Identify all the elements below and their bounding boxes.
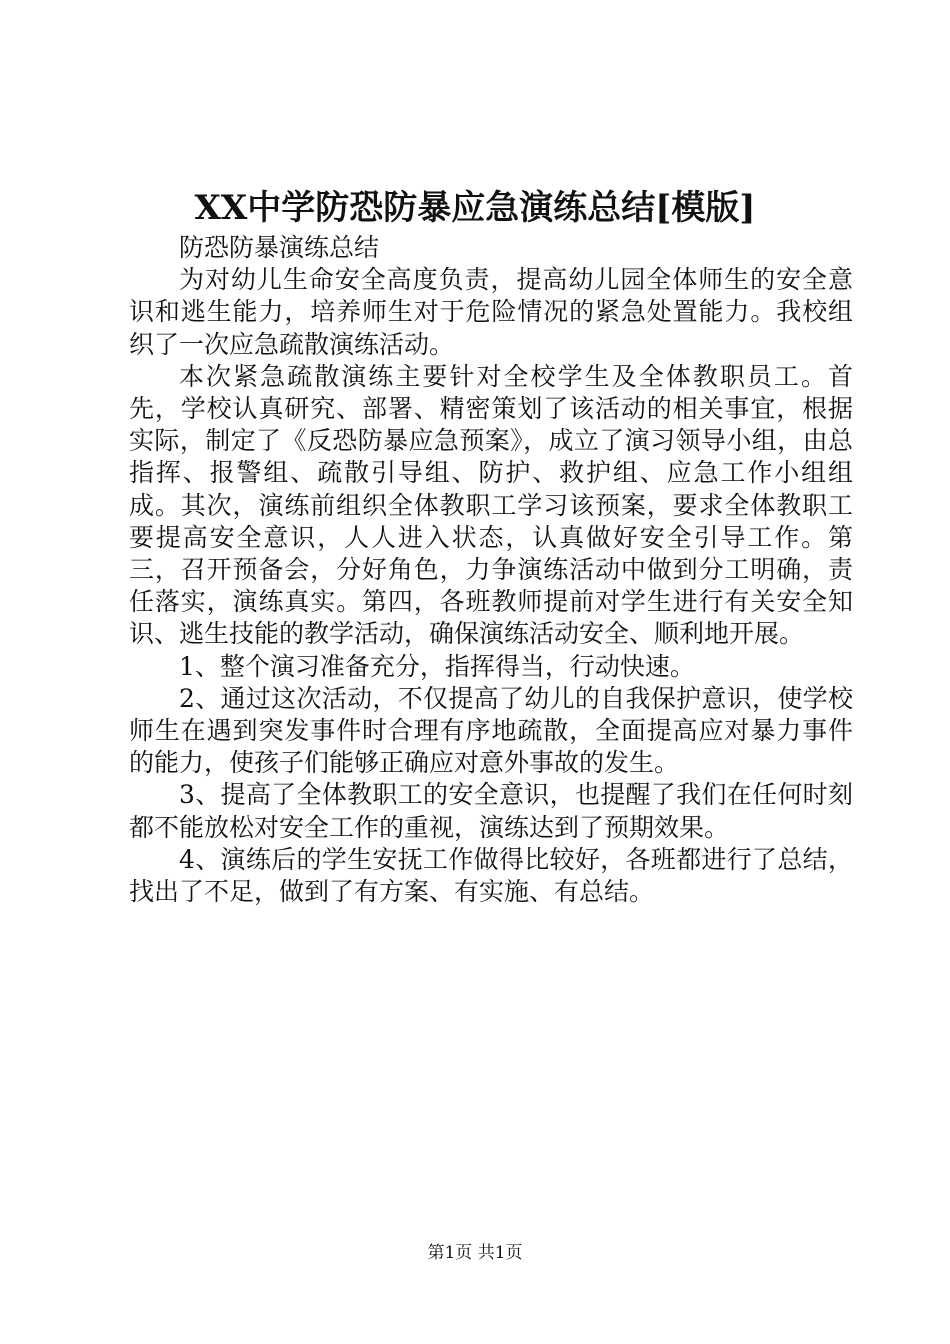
paragraph-point-4: 4、演练后的学生安抚工作做得比较好，各班都进行了总结，找出了不足，做到了有方案、有实施、有总结。	[129, 844, 853, 907]
document-title: XX中学防恐防暴应急演练总结[模版]	[194, 188, 756, 228]
paragraph-process: 本次紧急疏散演练主要针对全校学生及全体教职员工。首先，学校认真研究、部署、精密策划了该活动的相关事宜，根据实际，制定了《反恐防暴应急预案》，成立了演习领导小组，由总指挥、报警组、疏散引导组、防护、救护组、应急工作小组组成。其次，演练前组织全体教职工学习该预案，要求全体教职工要提高安全意识，人人进入状态，认真做好安全引导工作。第三，召开预备会，分好角色，力争演练活动中做到分工明确，责任落实，演练真实。第四，各班教师提前对学生进行有关安全知识、逃生技能的教学活动，确保演练活动安全、顺利地开展。	[129, 361, 853, 649]
document-subtitle: 防恐防暴演练总结	[179, 233, 380, 262]
paragraph-point-2: 2、通过这次活动，不仅提高了幼儿的自我保护意识，使学校师生在遇到突发事件时合理有序地疏散，全面提高应对暴力事件的能力，使孩子们能够正确应对意外事故的发生。	[129, 683, 853, 778]
document-body	[129, 232, 853, 908]
paragraph-point-1: 1、整个演习准备充分，指挥得当，行动快速。	[179, 651, 695, 681]
paragraph-point-3: 3、提高了全体教职工的安全意识，也提醒了我们在任何时刻都不能放松对安全工作的重视，演练达到了预期效果。	[129, 780, 853, 842]
page-number-footer: 第1页 共1页	[427, 1243, 523, 1263]
paragraph-intro: 为对幼儿生命安全高度负责，提高幼儿园全体师生的安全意识和逃生能力，培养师生对于危险情况的紧急处置能力。我校组织了一次应急疏散演练活动。	[129, 265, 853, 359]
